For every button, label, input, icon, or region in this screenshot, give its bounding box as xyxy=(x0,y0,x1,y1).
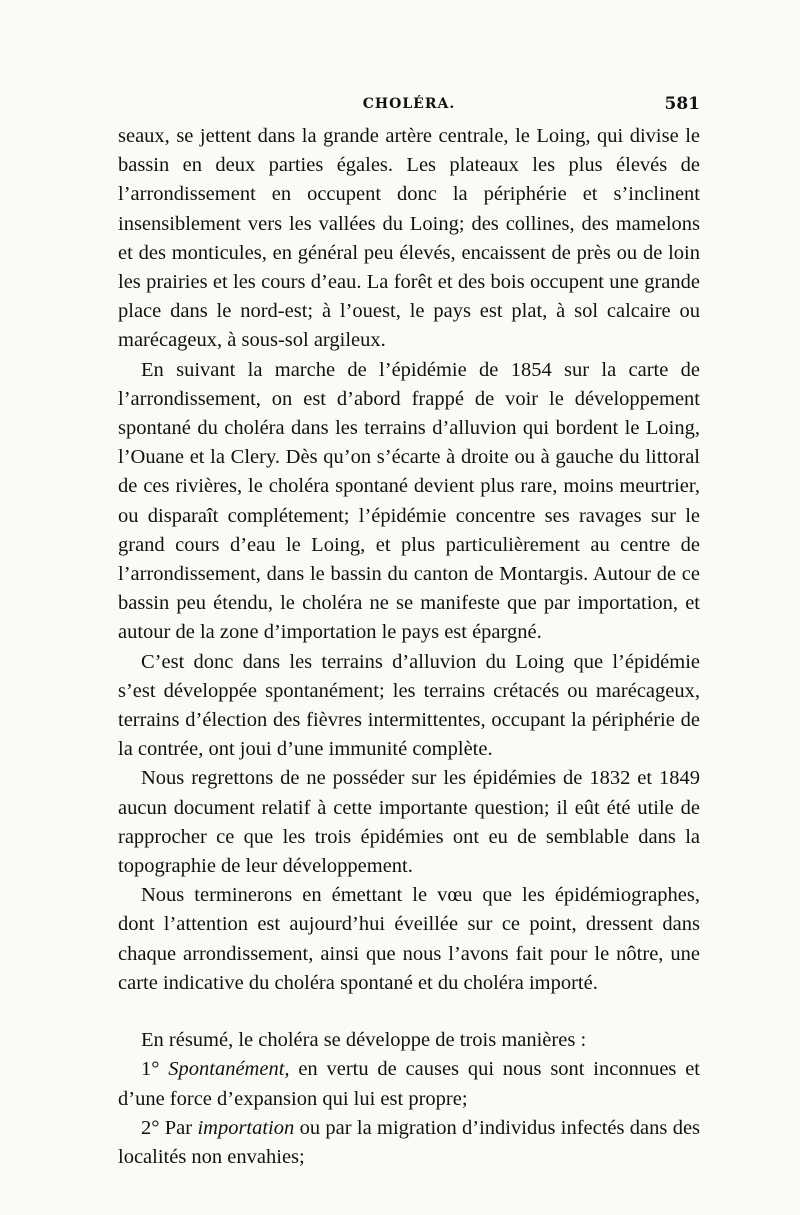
list-lead: Spontanément, xyxy=(168,1058,290,1081)
running-title: CHOLÉRA. xyxy=(362,96,456,112)
paragraph: En suivant la marche de l’épidémie de 1854 sur la carte de l’arrondissement, on est d’abord frappé de voir le développement spontané du choléra dans les terrains d’alluvion qui bordent le Loing, l’Ouane et la Clery. Dès qu’on s’écarte à droite ou à gauche du littoral de ces rivières, le choléra spontané devient plus rare, moins meurtrier, ou disparaît complétement; l’épidémie concentre ses ravages sur le grand cours d’eau le Loing, et plus particulièrement au centre de l’arrondissement, dans le bassin du canton de Montargis. Autour de ce bassin peu étendu, le choléra ne se manifeste que par importation, et autour de la zone d’importation le pays est épargné. xyxy=(118,358,700,644)
list-number: 2° xyxy=(141,1116,160,1139)
list-pre: Par xyxy=(164,1116,193,1139)
list-lead: importation xyxy=(197,1116,295,1139)
body-text xyxy=(118,122,700,1172)
page-number: 581 xyxy=(664,94,700,114)
paragraph: Nous terminerons en émettant le vœu que les épidémiographes, dont l’attention est aujourd’hui éveillée sur ce point, dressent dans chaque arrondissement, ainsi que nous l’avons fait pour le nôtre, une carte indicative du choléra spontané et du choléra importé. xyxy=(118,884,700,994)
list-item xyxy=(118,1055,700,1113)
running-head xyxy=(118,96,700,120)
list-item xyxy=(118,1114,700,1172)
list-text: ou par la migration d’individus infectés dans des localités non envahies; xyxy=(118,1116,701,1168)
paragraph: C’est donc dans les terrains d’alluvion du Loing que l’épidémie s’est développée spontanément; les terrains crétacés ou marécageux, terrains d’élection des fièvres intermittentes, occupant la périphérie de la contrée, ont joui d’une immunité complète. xyxy=(118,650,700,761)
list-number: 1° xyxy=(141,1058,160,1081)
summary-intro: En résumé, le choléra se développe de trois manières : xyxy=(141,1029,587,1052)
paragraph: seaux, se jettent dans la grande artère centrale, le Loing, qui divise le bassin en deux parties égales. Les plateaux les plus élevés de l’arrondissement en occupent donc la périphérie et s’inclinent insensiblement vers les vallées du Loing; des collines, des mamelons et des monticules, en général peu élevés, encaissent de près ou de loin les prairies et les cours d’eau. La forêt et des bois occupent une grande place dans le nord-est; à l’ouest, le pays est plat, à sol calcaire ou marécageux, à sous-sol argileux. xyxy=(118,125,700,352)
paragraph: Nous regrettons de ne posséder sur les épidémies de 1832 et 1849 aucun document relatif à cette importante question; il eût été utile de rapprocher ce que les trois épidémies ont eu de semblable dans la topographie de leur développement. xyxy=(118,767,700,878)
list-text: en vertu de causes qui nous sont inconnues et d’une force d’expansion qui lui est propre; xyxy=(118,1058,700,1110)
